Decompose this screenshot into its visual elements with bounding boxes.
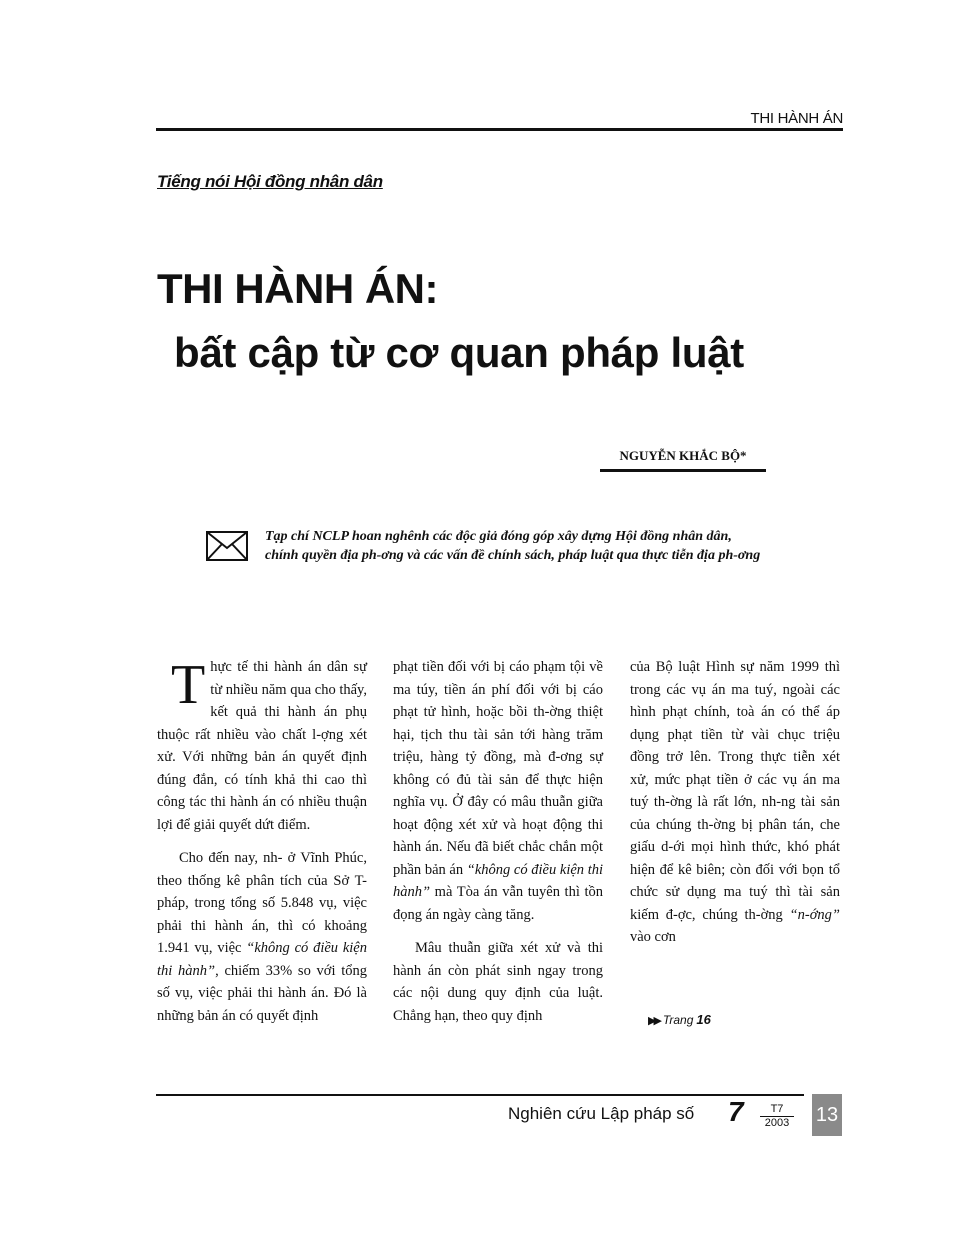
paragraph (393, 656, 603, 926)
paragraph-text: của Bộ luật Hình sự năm 1999 thì trong các vụ án ma tuý, ngoài các hình phạt chính, toà án có thể áp dụng phạt tiền từ vài chục triệu đồng trở lên. Trong thực tiễn xét xử, mức phạt tiền ở các vụ án ma tuý th-ờng là rất lớn, nh-ng tài sản của chúng th-ờng bị phân tán, che giấu d-ới mọi hình thức, khó phát hiện để kê biên; còn đối với bọn tổ chức sử dụng ma tuý thì tài sản kiếm đ-ợc, chúng th-ờng (630, 659, 840, 923)
author-name: NGUYỄN KHẮC BỘ* (600, 448, 766, 472)
paragraph: Mâu thuẫn giữa xét xử và thi hành án còn phát sinh ngay trong các nội dung quy định của luật. Chẳng hạn, theo quy định (393, 940, 603, 1024)
paragraph-text: mà Tòa án vẫn tuyên thì tồn đọng án ngày càng tăng. (393, 884, 603, 923)
body-column-1 (157, 656, 367, 1038)
paragraph-text: Cho đến nay, nh- ở Vĩnh Phúc, theo thống kê phân tích của Sở T- pháp, trong tổng số 5.848 vụ, việc phải thi hành án, thì có khoảng 1.941 vụ, việc (157, 850, 367, 956)
drop-cap: T (171, 654, 206, 716)
continue-page-number: 16 (696, 1012, 711, 1027)
paragraph (157, 656, 367, 836)
section-title: Tiếng nói Hội đồng nhân dân (157, 172, 383, 191)
top-rule (156, 128, 843, 131)
continued-on-page (648, 1012, 711, 1027)
footer-journal-name: Nghiên cứu Lập pháp số (508, 1104, 695, 1123)
footer-issue-number: 7 (728, 1096, 744, 1127)
continue-label: Trang (662, 1013, 694, 1027)
body-column-3 (630, 656, 840, 960)
paragraph-text: , chiếm 33% so với tổng số vụ, việc phải thi hành án. Đó là những bản án có quyết định (157, 962, 368, 1024)
paragraph (630, 656, 840, 949)
quoted-phrase: “không có điều kiện thi hành” (157, 940, 367, 979)
paragraph-text: vào cơn (630, 929, 676, 945)
footer-year: 2003 (764, 1117, 790, 1129)
double-arrow-icon: ▶▶ (648, 1015, 659, 1027)
editorial-note: Tạp chí NCLP hoan nghênh các độc giả đóng góp xây dựng Hội đồng nhân dân, chính quyền địa ph-ơng và các vấn đề chính sách, pháp luật qua thực tiễn địa ph-ơng (265, 529, 761, 563)
quoted-phrase: “không có điều kiện thi hành” (393, 861, 604, 900)
article-title-line1: THI HÀNH ÁN: (157, 265, 438, 312)
section-header-label: THI HÀNH ÁN (750, 110, 843, 127)
body-column-2 (393, 656, 603, 1038)
footer-issue-date (760, 1103, 794, 1130)
footer-month: T7 (760, 1103, 794, 1117)
bottom-rule (156, 1094, 804, 1096)
paragraph (157, 847, 367, 1027)
quoted-phrase: “n-ớng” (789, 906, 840, 923)
envelope-icon (206, 531, 248, 561)
paragraph-text: phạt tiền đối với bị cáo phạm tội về ma túy, tiền án phí đối với bị cáo phạt tử hình, hoặc bồi th-ờng thiệt hại, tịch thu tài sản tới hàng trăm triệu, hàng tỷ đồng, mà đ-ơng sự không có đủ tài sản để thực hiện nghĩa vụ. Ở đây có mâu thuẫn giữa hoạt động xét xử và hoạt động thi hành án. Nếu đã biết chắc chắn một phần bản án (393, 659, 603, 878)
article-title-line2: bất cập từ cơ quan pháp luật (174, 329, 744, 376)
paragraph-text: hực tế thi hành án dân sự từ nhiều năm qua cho thấy, kết quả thi hành án phụ thuộc rất nhiều vào chất l-ợng xét xử. Với những bản án quyết định đúng đắn, có tính khả thi cao thì công tác thi hành án có nhiều thuận lợi để giải quyết dứt điểm. (157, 659, 367, 833)
page-number-badge: 13 (812, 1094, 842, 1136)
